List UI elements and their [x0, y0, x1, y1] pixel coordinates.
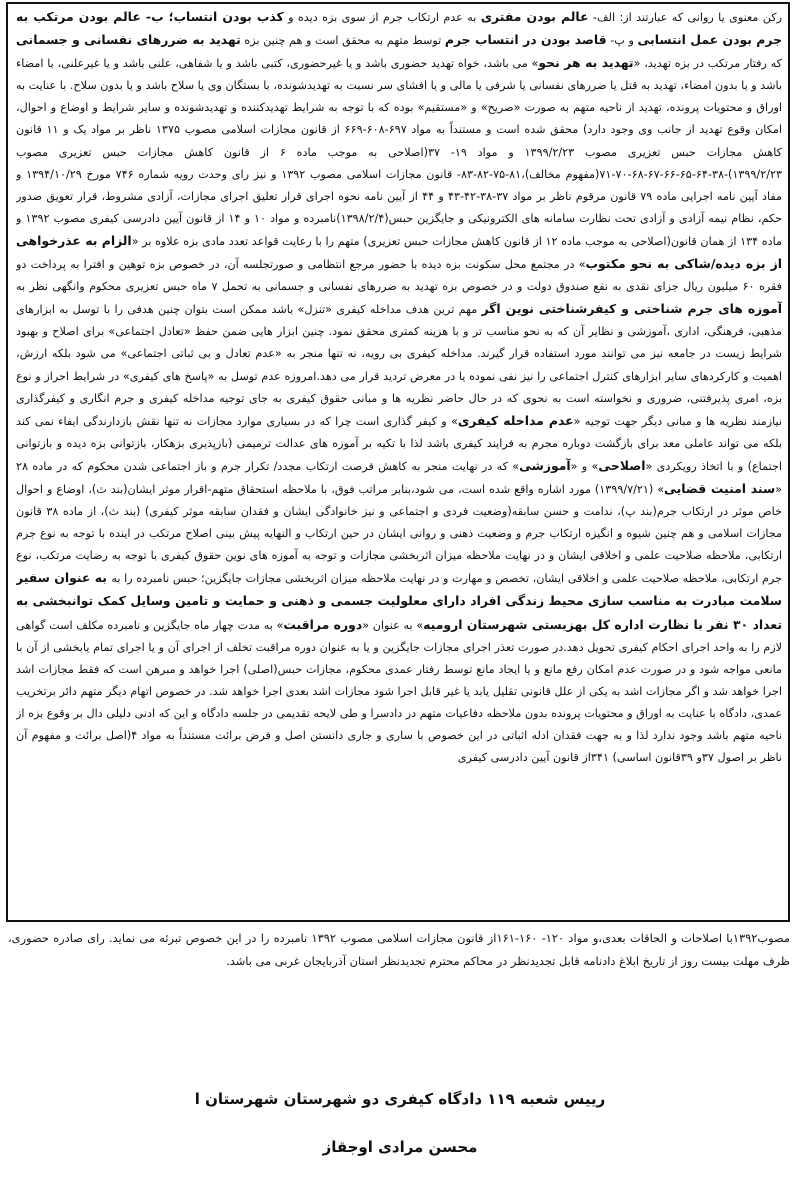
verdict-bold-segment: عالم بودن مفتری: [480, 9, 589, 24]
verdict-text-segment: و پ-: [606, 34, 638, 48]
verdict-bold-segment: تهدید به هر نحو: [538, 55, 634, 71]
verdict-text-segment: مهم ترین هدف مداخله کیفری «تنزل» باشد ممکن است بتوان چنین هدفی را با توسل به ابزارهای مذهبی، فرهنگی، اداری ،آموزشی و نظایر آن که به نحو مناسب تر و با هزینه کمتری محقق نمود. چنین ابزار هایی ضمن حفظ «تعادل اجتماعی» برای اصلاح و بهبود شرایط زیست در جامعه نیز می توانند مورد استفاده قرار گیرند. مداخله کیفری بی رویه، نه تنها منجر به «عدم تعادل و بی ثباتی اجتماعی» می شود بلکه ارزش، اهمیت و کارکردهای سایر ابزارهای کنترل اجتماعی را نیز نفی نموده یا در معرض تردید قرار می دهد.امروزه عدم توسل به «پاسخ های کیفری» در شرایط احراز و نوع بزه، امری پذیرفتنی، ضروری و نخواسته است به نحوی که در حال حاضر نظریه ها و مبانی حقوق کیفری به جای توجیه مداخله کیفری و جرم انگاری و کیفرگذاری نیازمند نظریه ها و مبانی دیگر جهت توجیه «: [16, 303, 782, 428]
verdict-bold-segment: به عنوان سفیر سلامت مبادرت به مناسب سازی محیط زندگی افراد دارای معلولیت جسمی و ذهنی و حمایت و تامین وسایل کمک توانبخشی به تعداد ۳۰ نفر با نظارت اداره کل بهزیستی شهرستان ارومیه: [16, 570, 782, 632]
verdict-text-segment: » می باشد، خواه تهدید حضوری باشد و یا غیرحضوری، کتبی باشد و یا شفاهی، علنی باشد و یا غیرعلنی، با امضاء باشد و یا بدون امضاء، تهدید به قتل یا ضررهای نفسانی یا شرفی یا مالی و یا افشای سر نسبت به تهدیدشونده، با بستگان وی یا سلاح باشد و یا بدون سلاح. با عنایت به اوراق و محتویات پرونده، تهدید از ناحیه متهم به صورت «صریح» و «مستقیم» بوده که با توجه به شرایط تهدیدکننده و تهدیدشونده و سایر شرایط و اوضاع و احوال، امکان وقوع تهدید از جانب وی وجود دارد) محقق شده است و مستنداً به مواد ۶۹۷-۶۰۸-۶۶۹ از قانون مجازات اسلامی مصوب ۱۳۷۵ ناظر بر مواد یک و ۱۱ قانون کاهش مجازات حبس تعزیری مصوب ۱۳۹۹/۲/۲۳ و مواد ۱۹- ۳۷(اصلاحی به موجب ماده ۶ از قانون کاهش مجازات حبس تعزیری مصوب ۱۳۹۹/۲/۲۳)-۳۸-۶۴-۶۵-۶۶-۶۷-۶۸-۷۰-۷۱(مفهوم مخالف)،۸۱-۷۵-۸۲-۸۳- قانون مجازات اسلامی مصوب ۱۳۹۲ و نیز رای وحدت رویه شماره ۷۴۶ مورخ ۱۳۹۴/۱۰/۲۹ و مفاد آیین نامه اجرایی ماده ۷۹ قانون مرقوم ناظر بر مواد ۳۷-۳۸-۴۲-۴۳ و ۴۴ از آیین نامه نحوه اجرای قرار تعلیق اجرای مجازات، آزادی مشروط، قرار تعویق صدور حکم، نظام نیمه آزادی و آزادی تحت نظارت سامانه های الکترونیکی و جایگزین حبس(۱۳۹۸/۲/۴)نامبرده و مواد ۱۰ و ۱۴ از قانون آیین دادرسی کیفری مصوب ۱۳۹۲ و ماده ۱۳۴ از همان قانون(اصلاحی به موجب ماده ۱۲ از قانون کاهش مجازات حبس تعزیری) متهم را با رعایت قواعد تعدد مادی بزه علاوه بر «: [16, 57, 782, 248]
verdict-text-segment: توسط متهم به محقق است و هم چنین بزه: [240, 34, 445, 48]
verdict-text-segment: » و کیفر گذاری است چرا که در بسیاری موارد مجازات نه تنها نقش بازدارندگی ایفاء نمی کند بلکه می تواند عاملی معد برای بازگشت دوباره مجرم به فرایند کیفری باشد لذا با تکیه بر آموزه های عدالت ترمیمی (بازپذیری بزهکار، بازتوانی بزه دیده و بازتوانی اجتماع) و با اتخاذ رویکردی «: [16, 414, 782, 473]
verdict-bold-segment: عدم مداخله کیفری: [457, 412, 574, 428]
judge-name: محسن مرادی اوجقاز: [322, 1138, 478, 1156]
verdict-body-text: [16, 6, 782, 920]
verdict-bold-segment: آموزه های جرم شناختی و کیفرشناختی نوین اگر: [481, 301, 782, 317]
verdict-bold-segment: تهدید به ضررهای نفسانی و جسمانی: [16, 32, 241, 48]
verdict-bold-segment: قاصد بودن در انتساب جرم: [444, 32, 607, 48]
verdict-text-segment: رکن معنوی یا روانی که عبارتند از: الف-: [588, 11, 782, 24]
verdict-closing-text: مصوب۱۳۹۲با اصلاحات و الحاقات بعدی،و مواد ۱۲۰- ۱۶۰-۱۶۱از قانون مجازات اسلامی مصوب ۱۳۹۲ نامبرده را در این خصوص تبرئه می نماید. رای صادره حضوری، ظرف مهلت بیست روز از تاریخ ابلاغ دادنامه قابل تجدیدنظر در محاکم محترم تجدیدنظر استان آذربایجان غربی می باشد.: [8, 931, 790, 968]
verdict-bold-segment: الزام به عذرخواهی از بزه دیده/شاکی به نحو مکتوب: [16, 232, 782, 272]
verdict-bold-segment: سند امنیت قضایی: [664, 480, 776, 496]
verdict-text-segment: که رفتار مرتکب در بزه تهدید، «: [633, 57, 782, 71]
verdict-text-segment: » به عنوان «: [362, 618, 424, 632]
verdict-text-segment: » که در نهایت منجر به کاهش فرصت ارتکاب مجدد/ تکرار جرم و باز اجتماعی شدن محکوم که در ماده ۲۸ «: [16, 459, 782, 496]
verdict-text-segment: » به مدت چهار ماه جایگزین و نامبرده مکلف است گواهی لازم را به واحد اجرای احکام کیفری تحویل دهد.در صورت تعذر اجرای مجازات جایگزین و یا به عنوان دوره مراقبت تخلف از اجرای آن و یا اجرای تمام یابخشی از آن با مانعی مواجه شود و در صورت عدم امکان رفع مانع و یا ایجاد مانع توسط رفتار عمدی محکوم، مجازات حبس(اصلی) اجرا خواهد و مبرهن است که فقط مجازات اشد اجرا خواهد شد و اگر مجازات اشد به یکی از علل قانونی تقلیل یابد یا غیر قابل اجرا شود مجازات اشد بعدی اجرا خواهد شد. در خصوص اتهام دیگر متهم دائر برتخریب عمدی، دادگاه با عنایت به اوراق و محتویات پرونده بدون ملاحظه دفاعیات متهم در دادسرا و طی لایحه تقدیمی در جلسه دادگاه و این که ادنی دلیلی دال بر وقوع بزه از ناحیه متهم باشد وجود ندارد لذا و به جهت فقدان ادله اثباتی در این خصوص با ساری و جاری دانستن اصل و فرض برائت مستنداً به مواد ۴(اصل برائت و مفهوم آن ناظر بر اصول ۳۷و ۳۹قانون اساسی) ۳۴۱از قانون آیین دادرسی کیفری: [16, 618, 782, 765]
verdict-bold-segment: کذب بودن انتساب؛ ب- عالم بودن مرتکب به جرم بودن عمل انتسابی: [16, 9, 782, 48]
verdict-text-segment: به عدم ارتکاب جرم از سوی بزه دیده و: [283, 11, 481, 24]
verdict-box: [6, 2, 790, 922]
verdict-bold-segment: آموزشی: [519, 457, 571, 473]
judge-title: رییس شعبه ۱۱۹ دادگاه کیفری دو شهرستان شهرستان ا: [194, 1090, 606, 1108]
verdict-bold-segment: دوره مراقبت: [283, 616, 363, 632]
verdict-text-segment: » (۱۳۹۹/۷/۲۱) مورد اشاره واقع شده است، می شود،بنابر مراتب فوق، با ملاحظه استحقاق متهم-اقرار موثر ایشان(بند ث)، اوضاع و احوال خاص موثر در ارتکاب جرم(بند پ)، ندامت و حسن سابقه(وضعیت فردی و اجتماعی و نیز خانوادگی ایشان و فقدان سابقه موثر کیفری) (بند ث)، از ماده ۳۸ قانون مجازات اسلامی و هم چنین شیوه و انگیزه ارتکاب جرم و وضعیت ذهنی و روانی ایشان در حین ارتکاب و النهایه پیش بینی اصلاح مرتکب در اینده با توجه به نوع جرم ارتکابی، ملاحظه صلاحیت علمی و اخلاقی ایشان و در نهایت ملاحظه میزان اثربخشی مجازات و توجه به آموزه های نوین حقوق کیفری با توجه به رضایت مرتکب، نوع جرم ارتکابی، ملاحظه صلاحیت علمی و اخلاقی ایشان، تخصص و مهارت و در نهایت ملاحظه میزان اثربخشی مجازات جایگزین؛ حبس نامبرده را به: [16, 482, 782, 586]
verdict-bold-segment: اصلاحی: [598, 457, 646, 473]
verdict-text-segment: » در مجتمع محل سکونت بزه دیده با حضور مرجع انتظامی و صورتجلسه آن، در خصوص بزه توهین و افترا به پرداخت دو فقره ۶۰ میلیون ریال جزای نقدی به نفع صندوق دولت و در خصوص بزه تهدید به ضررهای نفسانی و جسمانی به تحمل ۷ ماه حبس تعزیری محکوم وانگهی نظر به: [16, 258, 782, 294]
verdict-text-segment: » و «: [570, 459, 599, 473]
